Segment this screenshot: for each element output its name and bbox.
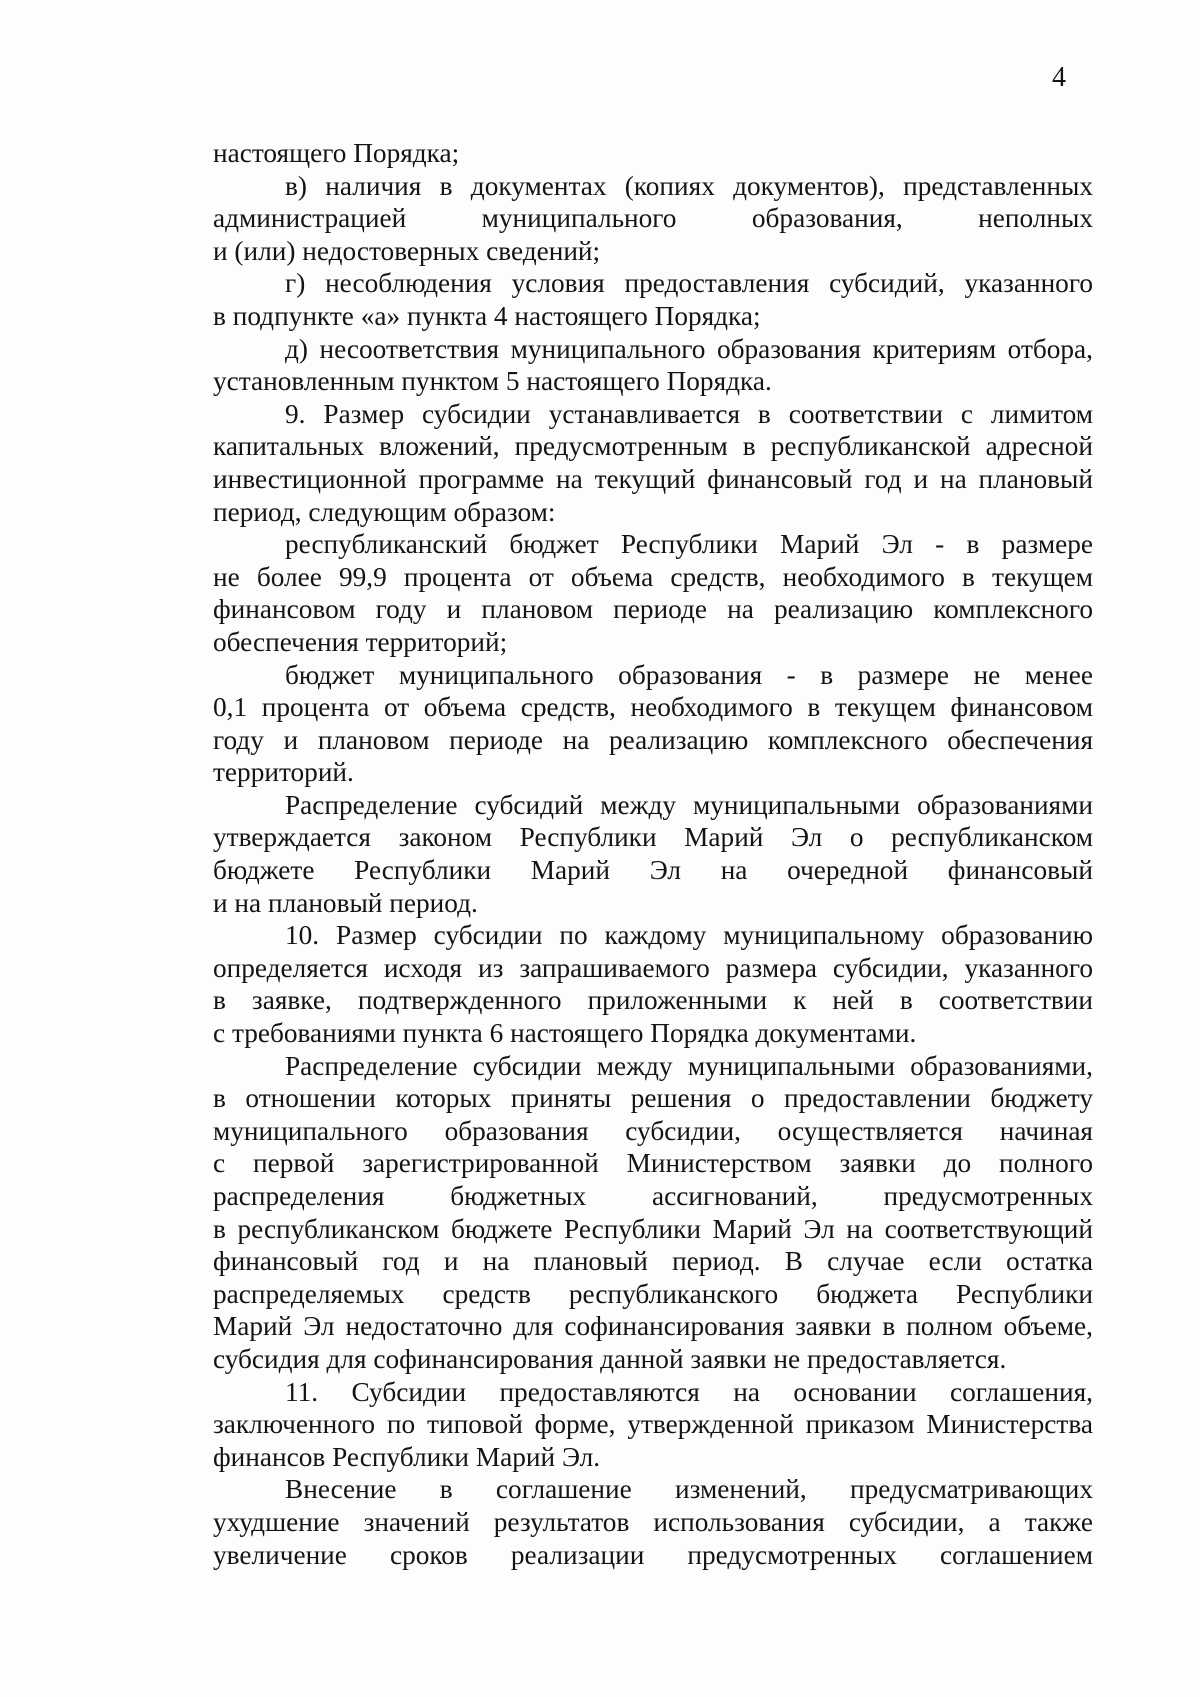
text-line: Марий Эл недостаточно для софинансирования заявки в полном объеме, — [213, 1311, 1093, 1342]
text-line: в заявке, подтвержденного приложенными к ней в соответствии — [213, 985, 1093, 1016]
text-line: 10. Размер субсидии по каждому муниципальному образованию — [285, 920, 1093, 951]
text-line: администрацией муниципального образования, неполных — [213, 203, 1093, 234]
document-body — [213, 137, 1093, 1571]
text-line: утверждается законом Республики Марий Эл о республиканском — [213, 822, 1093, 853]
text-line: и на плановый период. — [213, 887, 478, 918]
text-line: субсидия для софинансирования данной заявки не предоставляется. — [213, 1343, 1007, 1374]
text-line: 11. Субсидии предоставляются на основании соглашения, — [285, 1376, 1093, 1407]
text-line: и (или) недостоверных сведений; — [213, 235, 601, 266]
text-line: распределения бюджетных ассигнований, предусмотренных — [213, 1181, 1093, 1211]
text-line: 0,1 процента от объема средств, необходимого в текущем финансовом — [213, 692, 1093, 723]
text-line: финансов Республики Марий Эл. — [213, 1441, 601, 1472]
text-line: республиканский бюджет Республики Марий Эл - в размере — [285, 529, 1093, 560]
text-line: в) наличия в документах (копиях документов), представленных — [285, 170, 1093, 201]
text-line: муниципального образования субсидии, осуществляется начиная — [213, 1115, 1093, 1146]
text-line: Распределение субсидии между муниципальными образованиями, — [285, 1050, 1093, 1081]
text-line: с требованиями пункта 6 настоящего Порядка документами. — [213, 1018, 917, 1049]
text-line: заключенного по типовой форме, утвержденной приказом Министерства — [213, 1409, 1093, 1440]
text-line: бюджет муниципального образования - в размере не менее — [285, 659, 1093, 690]
text-line: не более 99,9 процента от объема средств, необходимого в текущем — [213, 561, 1093, 592]
text-line: капитальных вложений, предусмотренным в республиканской адресной — [213, 431, 1093, 462]
text-line: д) несоответствия муниципального образования критериям отбора, — [285, 333, 1093, 364]
text-line: в отношении которых приняты решения о предоставлении бюджету — [213, 1083, 1093, 1114]
text-line: 9. Размер субсидии устанавливается в соответствии с лимитом — [285, 398, 1093, 429]
text-line: установленным пунктом 5 настоящего Порядка. — [213, 366, 772, 397]
page-number: 4 — [1052, 62, 1066, 93]
text-line: в республиканском бюджете Республики Марий Эл на соответствующий — [213, 1213, 1093, 1244]
text-line: территорий. — [213, 757, 354, 788]
text-line: Распределение субсидий между муниципальными образованиями — [285, 789, 1093, 820]
text-line: финансовом году и плановом периоде на реализацию комплексного — [213, 594, 1093, 625]
text-line: с первой зарегистрированной Министерством заявки до полного — [213, 1148, 1093, 1179]
text-line: период, следующим образом: — [213, 496, 556, 527]
text-line: определяется исходя из запрашиваемого размера субсидии, указанного — [213, 952, 1093, 983]
text-line: инвестиционной программе на текущий финансовый год и на плановый — [213, 463, 1093, 494]
text-line: Внесение в соглашение изменений, предусматривающих — [285, 1474, 1093, 1505]
text-line: г) несоблюдения условия предоставления субсидий, указанного — [285, 268, 1093, 299]
text-line: распределяемых средств республиканского бюджета Республики — [213, 1278, 1093, 1309]
text-line: обеспечения территорий; — [213, 626, 508, 657]
text-line: году и плановом периоде на реализацию комплексного обеспечения — [213, 724, 1093, 755]
text-line: увеличение сроков реализации предусмотренных соглашением — [213, 1539, 1093, 1570]
text-line: финансовый год и на плановый период. В случае если остатка — [213, 1246, 1093, 1277]
text-line: в подпункте «а» пункта 4 настоящего Порядка; — [213, 300, 761, 331]
text-line: настоящего Порядка; — [213, 138, 460, 168]
text-line: ухудшение значений результатов использования субсидии, а также — [213, 1506, 1093, 1537]
text-line: бюджете Республики Марий Эл на очередной финансовый — [213, 855, 1093, 886]
